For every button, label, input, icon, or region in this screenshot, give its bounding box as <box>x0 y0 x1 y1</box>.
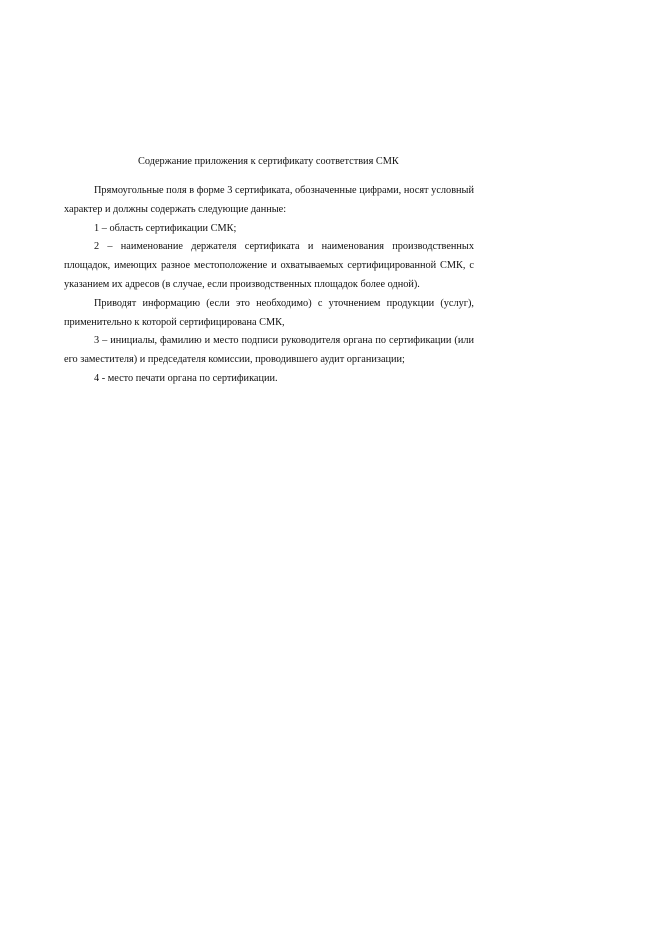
paragraph-item-4: 4 - место печати органа по сертификации. <box>94 372 278 384</box>
document-body <box>64 182 474 389</box>
paragraph-note: Приводят информацию (если это необходимо) с уточнением продукции (услуг), применительно к которой сертифицирована СМК, <box>64 297 474 328</box>
paragraph-item-3: 3 – инициалы, фамилию и место подписи руководителя органа по сертификации (или его заместителя) и председателя комиссии, проводившего аудит организации; <box>64 335 474 366</box>
paragraph-item-2: 2 – наименование держателя сертификата и наименования производственных площадок, имеющих разное местоположение и охватываемых сертифицированной СМК, с указанием их адресов (в случае, если производственных площадок более одной). <box>64 241 474 290</box>
paragraph-intro: Прямоугольные поля в форме 3 сертификата, обозначенные цифрами, носят условный характер и должны содержать следующие данные: <box>64 185 474 215</box>
document-title: Содержание приложения к сертификату соответствия СМК <box>138 156 399 167</box>
paragraph-item-1: 1 – область сертификации СМК; <box>94 222 237 234</box>
